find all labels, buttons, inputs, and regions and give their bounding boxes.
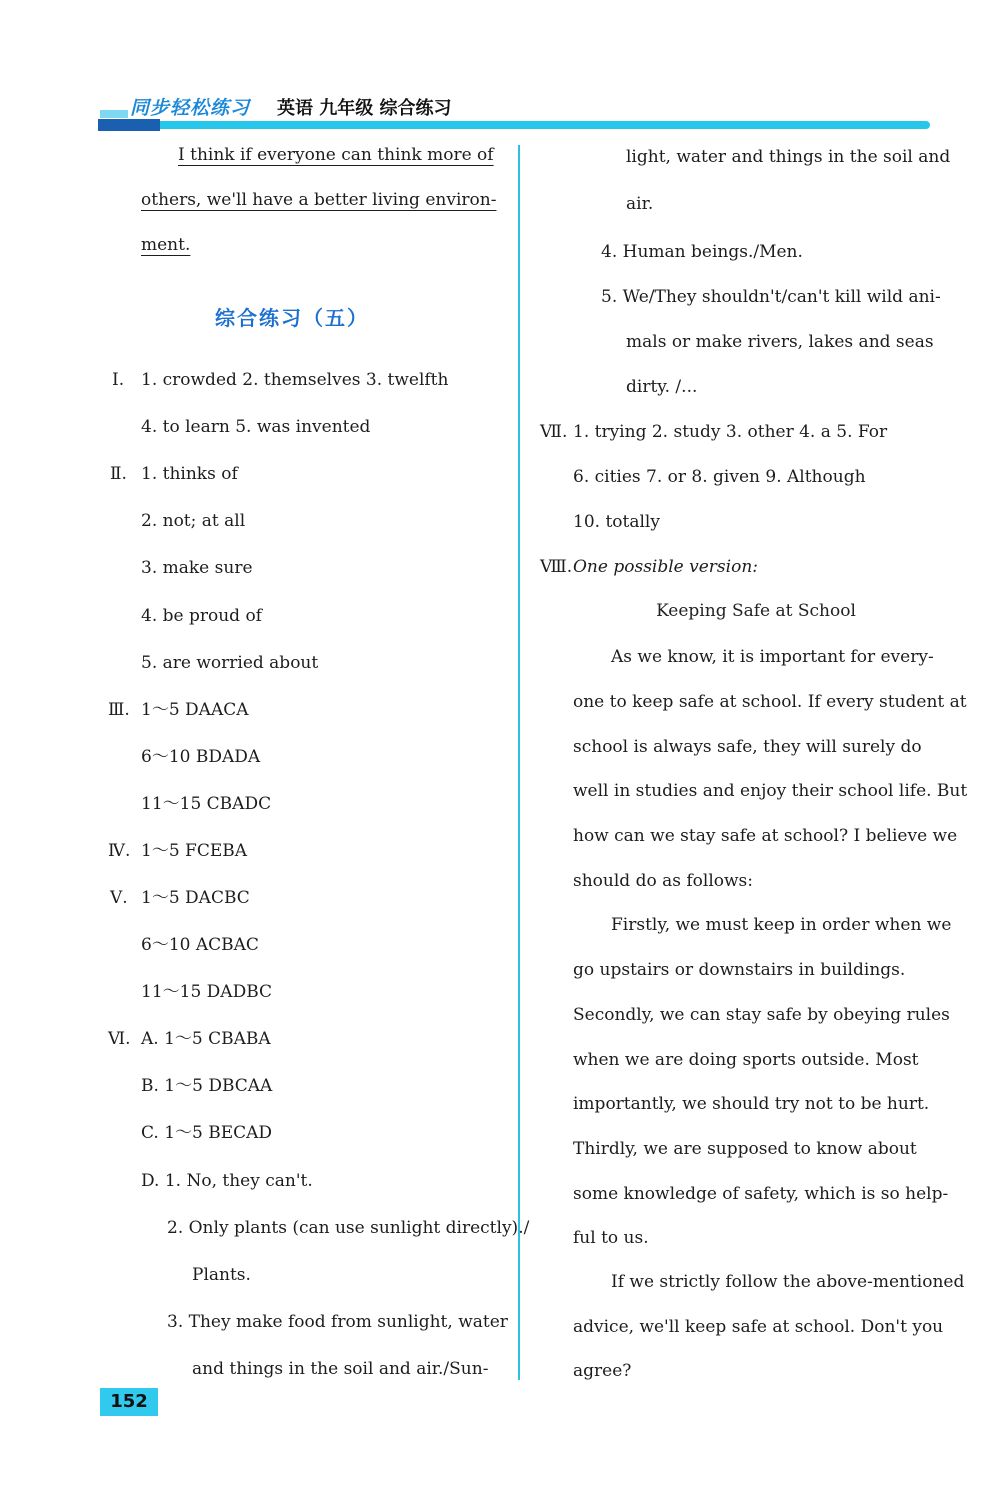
answer-line: A. 1～5 CBABA [141,1029,271,1049]
essay-line: agree? [573,1361,632,1381]
page-number: 152 [100,1388,158,1416]
answer-line: light, water and things in the soil and [626,147,951,167]
header-bar [128,121,930,129]
answer-line: 1～5 FCEBA [141,841,248,861]
section-numeral: Ⅳ. [108,841,131,861]
answer-line: 1. thinks of [141,464,238,484]
answer-line: 2. not; at all [141,511,246,531]
section-numeral: Ⅲ. [108,700,130,720]
answer-line: 6～10 ACBAC [141,935,259,955]
answer-line: and things in the soil and air./Sun- [192,1359,489,1379]
answer-line: 5. are worried about [141,653,319,673]
page-header [0,0,1000,140]
answer-line: 1. trying 2. study 3. other 4. a 5. For [573,422,888,442]
answer-line: 4. Human beings./Men. [601,242,803,262]
answer-line: 1. crowded 2. themselves 3. twelfth [141,370,449,390]
answer-line: 5. We/They shouldn't/can't kill wild ani- [601,287,941,307]
essay-line: well in studies and enjoy their school life. But [573,781,968,801]
essay-title: Keeping Safe at School [656,601,856,621]
section-numeral: Ⅰ. [112,370,125,390]
answer-line: 11～15 DADBC [141,982,273,1002]
essay-line: some knowledge of safety, which is so help- [573,1184,949,1204]
answer-line: 4. to learn 5. was invented [141,417,371,437]
answer-line: air. [626,194,654,214]
essay-line: when we are doing sports outside. Most [573,1050,919,1070]
essay-line: should do as follows: [573,871,754,891]
answer-line: Plants. [192,1265,251,1285]
book-brand: 同步轻松练习 [130,97,251,119]
essay-line: Secondly, we can stay safe by obeying rules [573,1005,950,1025]
essay-line: Thirdly, we are supposed to know about [573,1139,917,1159]
essay-line: As we know, it is important for every- [611,647,934,667]
book-subtitle: 英语 九年级 综合练习 [277,98,452,119]
answer-line: B. 1～5 DBCAA [141,1076,273,1096]
essay-line: how can we stay safe at school? I believe we [573,826,958,846]
essay-line: ful to us. [573,1228,649,1248]
header-accent-light [100,110,128,118]
essay-line: advice, we'll keep safe at school. Don't you [573,1317,944,1337]
version-label: One possible version: [573,557,758,577]
intro-line: I think if everyone can think more of [178,145,494,165]
essay-line: importantly, we should try not to be hurt. [573,1094,930,1114]
section-numeral: Ⅷ. [540,557,573,577]
essay-line: Firstly, we must keep in order when we [611,915,952,935]
intro-line: others, we'll have a better living environ- [141,190,497,210]
header-accent-dark [98,119,160,131]
essay-line: school is always safe, they will surely do [573,737,922,757]
essay-line: go upstairs or downstairs in buildings. [573,960,906,980]
answer-line: 3. make sure [141,558,253,578]
answer-line: 4. be proud of [141,606,262,626]
column-divider [518,145,520,1380]
answer-line: 2. Only plants (can use sunlight directly)./ [167,1218,530,1238]
answer-line: dirty. /... [626,377,698,397]
section-numeral: Ⅴ. [110,888,128,908]
answer-line: C. 1～5 BECAD [141,1123,273,1143]
answer-line: 1～5 DAACA [141,700,249,720]
answer-line: 6～10 BDADA [141,747,261,767]
answer-line: 11～15 CBADC [141,794,272,814]
intro-line: ment. [141,235,191,255]
answer-line: D. 1. No, they can't. [141,1171,313,1191]
section-title: 综合练习（五） [215,306,369,330]
section-numeral: Ⅶ. [540,422,568,442]
answer-line: 6. cities 7. or 8. given 9. Although [573,467,866,487]
section-numeral: Ⅱ. [110,464,127,484]
answer-line: 10. totally [573,512,660,532]
essay-line: If we strictly follow the above-mentioned [611,1272,965,1292]
answer-line: 3. They make food from sunlight, water [167,1312,508,1332]
essay-line: one to keep safe at school. If every student at [573,692,967,712]
section-numeral: Ⅵ. [108,1029,131,1049]
answer-line: 1～5 DACBC [141,888,250,908]
answer-line: mals or make rivers, lakes and seas [626,332,934,352]
